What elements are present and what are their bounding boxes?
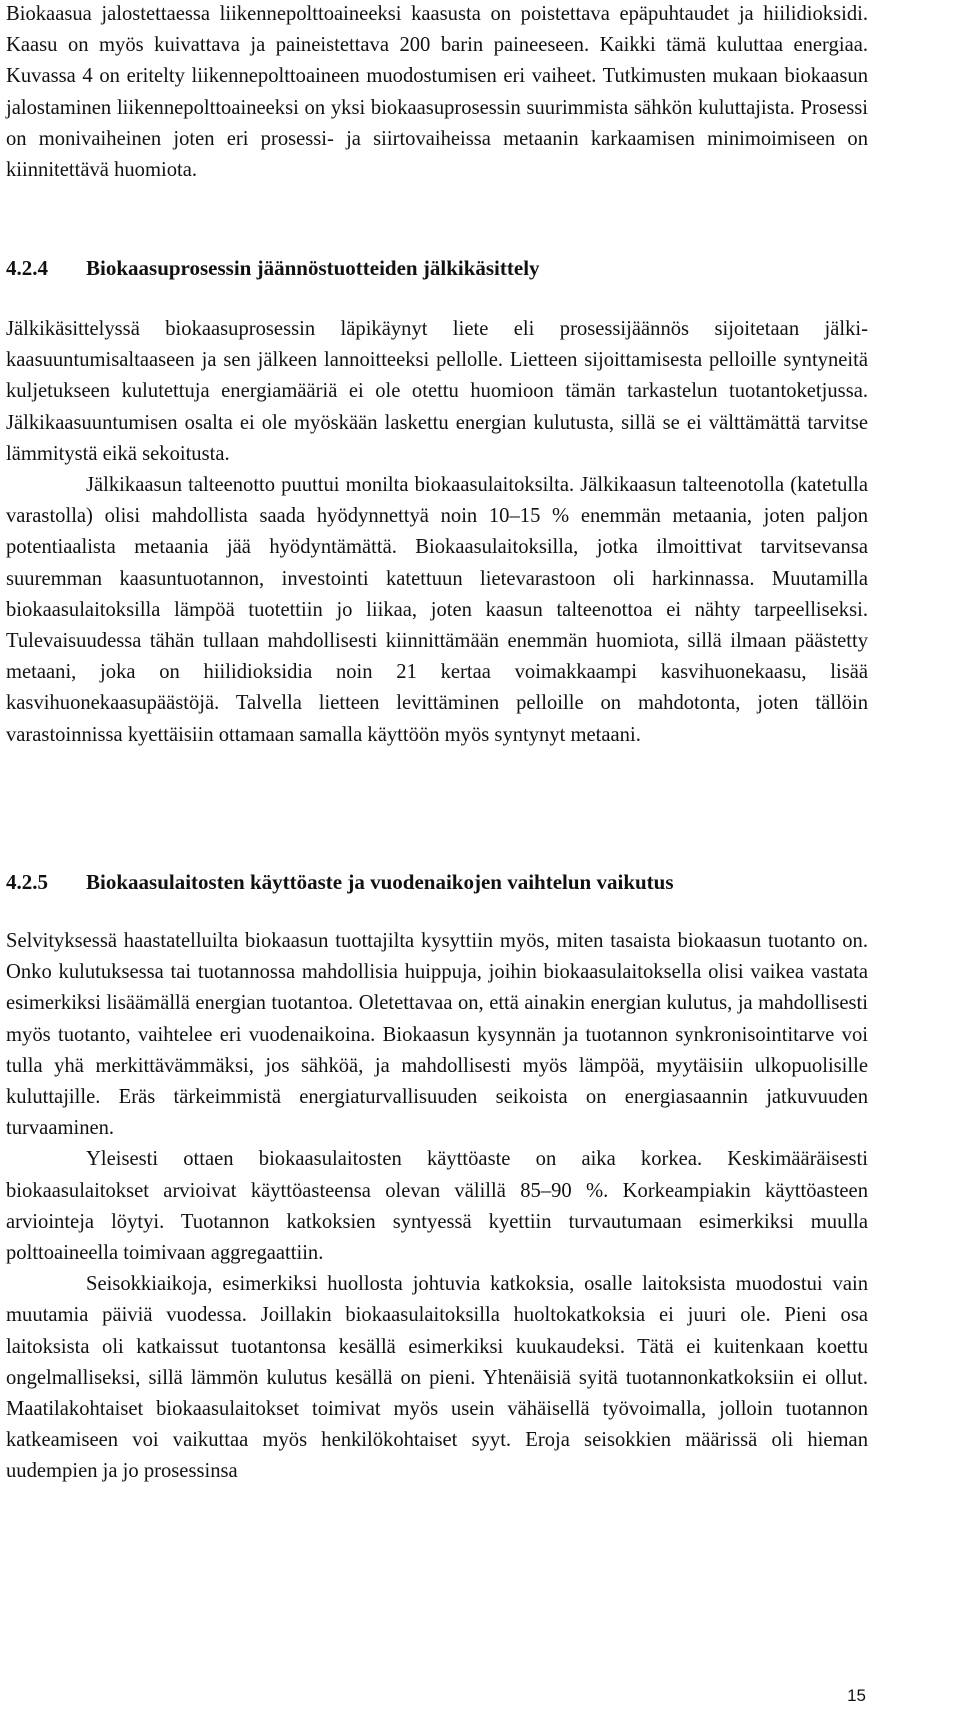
paragraph: Seisokkiaikoja, esimerkiksi huollosta johtuvia katkoksia, osalle laitoksista muodostui vain muutamia päiviä vuodessa. Joillakin biokaasulaitoksilla huoltokatkoksia ei juuri ole. Pieni osa laitoksista oli katkaissut tuotantonsa kesällä esimerkiksi kuukaudeksi. Tätä ei kuitenkaan koettu ongelmalliseksi, sillä lämmön kulutus kesällä on pieni. Yhtenäisiä syitä tuotannonkatkoksiin ei ollut. Maatilakohtaiset biokaasulaitokset toimivat myös usein vähäisellä työvoimalla, jolloin tuotannon katkeamiseen voi vaikuttaa myös henkilökohtaiset syyt. Eroja seisokkien määrissä oli hieman uudempien ja jo prosessinsa (6, 1273, 868, 1483)
section-title: Biokaasulaitosten käyttöaste ja vuodenaikojen vaihtelun vaikutus (86, 870, 674, 894)
paragraph: Jälkikäsittelyssä biokaasuprosessin läpikäynyt liete eli prosessijäännös sijoitetaan jälkikaasuuntumisaltaaseen ja sen jälkeen lannoitteeksi pellolle. Lietteen sijoittamisesta pelloille syntyneitä kuljetukseen kulutettuja energiamääriä ei ole otettu huomioon tämän tarkastelun tuotantoketjussa. Jälkikaasuuntumisen osalta ei ole myöskään laskettu energian kulutusta, sillä se ei välttämättä tarvitse lämmitystä eikä sekoitusta. (6, 318, 868, 465)
intro-paragraph: Biokaasua jalostettaessa liikennepolttoaineeksi kaasusta on poistettava epäpuhtaudet ja hiilidioksidi. Kaasu on myös kuivattava ja paineistettava 200 barin paineeseen. Kaikki tämä kuluttaa energiaa. Kuvassa 4 on eritelty liikennepolttoaineen muodostumisen eri vaiheet. Tutkimusten mukaan biokaasun jalostaminen liikennepolttoaineeksi on yksi biokaasuprosessin suurimmista sähkön kuluttajista. Prosessi on monivaiheinen joten eri prosessi- ja siirtovaiheissa metaanin karkaamisen minimoimiseen on kiinnitettävä huomiota. (6, 3, 868, 182)
section-number: 4.2.5 (6, 870, 48, 894)
page-number: 15 (847, 1686, 866, 1705)
section-heading-4-2-4 (6, 253, 868, 284)
section-title: Biokaasuprosessin jäännöstuotteiden jälkikäsittely (86, 256, 540, 280)
paragraph: Yleisesti ottaen biokaasulaitosten käyttöaste on aika korkea. Keskimääräisesti biokaasulaitokset arvioivat käyttöasteensa olevan välillä 85–90 %. Korkeampiakin käyttöasteen arviointeja löytyi. Tuotannon katkoksien syntyessä kyettiin turvautumaan esimerkiksi muulla polttoaineella toimivaan aggregaattiin. (6, 1148, 868, 1265)
paragraph: Jälkikaasun talteenotto puuttui monilta biokaasulaitoksilta. Jälkikaasun talteenotolla (katetulla varastolla) olisi mahdollista saada hyödynnettyä noin 10–15 % enemmän metaania, joten paljon potentiaalista metaania jää hyödyntämättä. Biokaasulaitoksilla, jotka ilmoittivat tarvitsevansa suuremman kaasuntuotannon, investointi katettuun lietevarastoon oli harkinnassa. Muutamilla biokaasulaitoksilla lämpöä tuotettiin jo liikaa, joten kaasun talteenottoa ei nähty tarpeelliseksi. Tulevaisuudessa tähän tullaan mahdollisesti kiinnittämään enemmän huomiota, sillä ilmaan päästetty metaani, joka on hiilidioksidia noin 21 kertaa voimakkaampi kasvihuonekaasu, lisää kasvihuonekaasupäästöjä. Talvella lietteen levittäminen pelloille on mahdotonta, joten tällöin varastoinnissa kyettäisiin ottamaan samalla käyttöön myös syntynyt metaani. (6, 474, 868, 746)
section-heading-4-2-5 (6, 867, 868, 898)
section-body-4-2-4 (6, 314, 868, 751)
section-number: 4.2.4 (6, 256, 48, 280)
paragraph: Selvityksessä haastatelluilta biokaasun tuottajilta kysyttiin myös, miten tasaista biokaasun tuotanto on. Onko kulutuksessa tai tuotannossa mahdollisia huippuja, joihin biokaasulaitoksella olisi vaikea vastata esimerkiksi lisäämällä energian tuotantoa. Oletettavaa on, että ainakin energian kulutus, ja mahdollisesti myös tuotanto, vaihtelee eri vuodenaikoina. Biokaasun kysynnän ja tuotannon synkronisointitarve voi tulla yhä merkittävämmäksi, jos sähköä, ja mahdollisesti myös lämpöä, myytäisiin ulkopuolisille kuluttajille. Eräs tärkeimmistä energiaturvallisuuden seikoista on energiasaannin jatkuvuuden turvaaminen. (6, 930, 868, 1140)
section-body-4-2-5 (6, 926, 868, 1488)
